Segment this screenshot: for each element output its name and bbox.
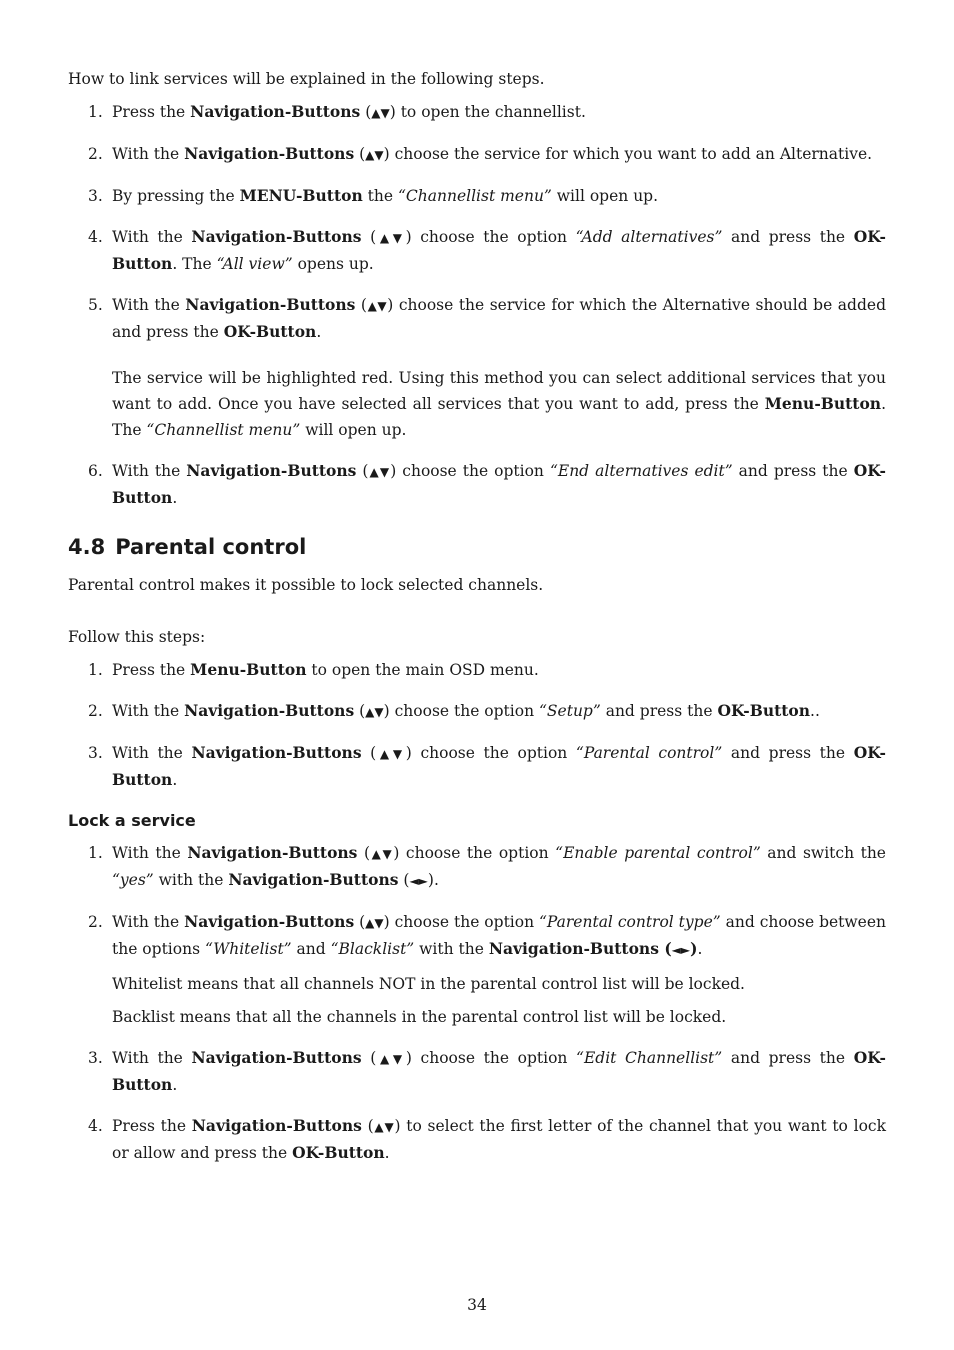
intro-paragraph: How to link services will be explained in the following steps. — [68, 70, 545, 88]
up-down-arrows-icon: ▲▼ — [371, 106, 390, 120]
item-number: 2. — [88, 145, 103, 163]
item-number: 1. — [88, 103, 103, 121]
list-item: 1. Press the Navigation-Buttons (▲▼) to open the channellist. — [68, 99, 886, 126]
list-item: 2. With the Navigation-Buttons (▲▼) choose the option “Setup” and press the OK-Button.. — [68, 698, 886, 725]
section-heading — [68, 532, 886, 562]
list-item: 2. With the Navigation-Buttons (▲▼) choose the service for which you want to add an Alternative. — [68, 141, 886, 168]
page-number: 34 — [467, 1296, 487, 1314]
left-right-arrows-icon: ◄► — [409, 874, 428, 888]
item-number: 4. — [88, 1117, 103, 1135]
section-paragraph: Parental control makes it possible to lock selected channels. — [68, 576, 544, 594]
up-down-arrows-icon: ▲▼ — [365, 148, 384, 162]
up-down-arrows-icon: ▲▼ — [373, 1120, 395, 1134]
list-item: 1. With the Navigation-Buttons (▲▼) choose the option “Enable parental control” and switch the “yes” with the Navigation-Buttons (◄►). — [68, 840, 886, 894]
item-number: 3. — [88, 744, 103, 762]
item-subparagraph: The service will be highlighted red. Using this method you can select additional services that you want to add. Once you have selected all services that you want to add, press the Menu-Button. The “Channellist menu” will open up. — [112, 369, 886, 439]
item-number: 1. — [88, 661, 103, 679]
subsection-heading: Lock a service — [68, 811, 196, 830]
lock-service-steps — [68, 840, 886, 1166]
item-number: 1. — [88, 844, 103, 862]
document-page — [68, 66, 886, 1181]
parental-control-steps — [68, 657, 886, 793]
item-number: 3. — [88, 187, 103, 205]
list-item: 3. By pressing the MENU-Button the “Channellist menu” will open up. — [68, 183, 886, 209]
up-down-arrows-icon: ▲▼ — [366, 299, 388, 313]
up-down-arrows-icon: ▲▼ — [370, 847, 394, 861]
list-item: 3. With the Navigation-Buttons (▲▼) choose the option “Parental control” and press the OK-Button. — [68, 740, 886, 793]
list-item: 1. Press the Menu-Button to open the main OSD menu. — [68, 657, 886, 683]
item-number: 3. — [88, 1049, 103, 1067]
item-number: 2. — [88, 702, 103, 720]
list-item: 5. With the Navigation-Buttons (▲▼) choose the service for which the Alternative should be added and press the OK-Button. The service will be highlighted red. Using this method you can select additional services that you want to add. Once you have selected all services that you want to add, press the Menu-Button. The “Channellist menu” will open up. — [68, 292, 886, 443]
up-down-arrows-icon: ▲▼ — [368, 465, 391, 479]
item-note: Whitelist means that all channels NOT in the parental control list will be locked. — [112, 975, 745, 993]
list-item: 3. With the Navigation-Buttons (▲▼) choose the option “Edit Channellist” and press the OK-Button. — [68, 1045, 886, 1098]
up-down-arrows-icon: ▲▼ — [365, 916, 384, 930]
item-number: 2. — [88, 913, 103, 931]
section-title: Parental control — [115, 535, 307, 559]
section-number: 4.8 — [68, 535, 106, 559]
section-paragraph: Follow this steps: — [68, 628, 206, 646]
list-item: 4. Press the Navigation-Buttons (▲▼) to select the first letter of the channel that you want to lock or allow and press the OK-Button. — [68, 1113, 886, 1166]
left-right-arrows-icon: ◄► — [671, 943, 691, 957]
item-number: 4. — [88, 228, 103, 246]
item-number: 6. — [88, 462, 103, 480]
item-number: 5. — [88, 296, 103, 314]
up-down-arrows-icon: ▲▼ — [365, 705, 384, 719]
list-item: 4. With the Navigation-Buttons (▲▼) choose the option “Add alternatives” and press the OK-Button. The “All view” opens up. — [68, 224, 886, 277]
link-services-steps — [68, 99, 886, 511]
item-note: Backlist means that all the channels in the parental control list will be locked. — [112, 1008, 727, 1026]
up-down-arrows-icon: ▲▼ — [376, 747, 406, 761]
up-down-arrows-icon: ▲▼ — [376, 231, 406, 245]
list-item: 6. With the Navigation-Buttons (▲▼) choose the option “End alternatives edit” and press the OK-Button. — [68, 458, 886, 511]
up-down-arrows-icon: ▲▼ — [376, 1052, 406, 1066]
list-item: 2. With the Navigation-Buttons (▲▼) choose the option “Parental control type” and choose between the options “Whitelist” and “Blacklist” with the Navigation-Buttons (◄►). Whitelist means that all channels NOT in the parental control list will be locked. Backlist means that all the channels in the parental control list will be locked. — [68, 909, 886, 1030]
